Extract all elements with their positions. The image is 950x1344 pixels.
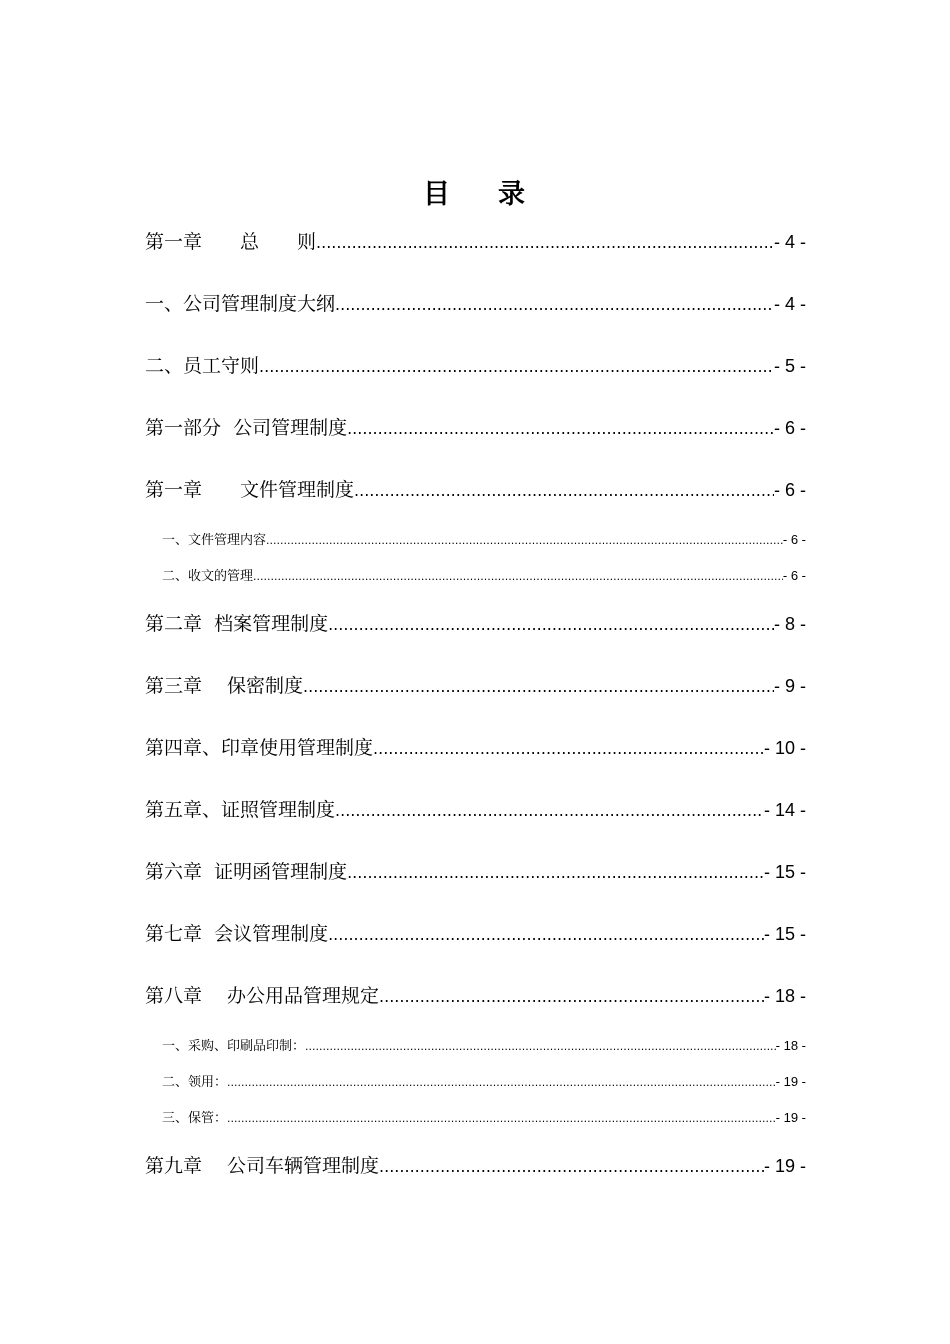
toc-leader xyxy=(328,611,774,639)
toc-title xyxy=(0,172,950,211)
toc-entry-page: - 4 - xyxy=(773,232,806,252)
toc-entry-page: - 10 - xyxy=(763,738,806,758)
toc-entry-page: - 6 - xyxy=(782,532,806,547)
toc-entry[interactable] xyxy=(145,1036,806,1056)
toc-leader xyxy=(328,921,764,949)
toc-entry[interactable] xyxy=(145,414,806,442)
toc-leader xyxy=(227,1109,776,1129)
toc-entry-page: - 6 - xyxy=(773,480,806,500)
toc-leader xyxy=(227,1073,776,1093)
toc-leader xyxy=(379,983,764,1011)
toc-entry-text: 第五章、证照管理制度 xyxy=(145,799,336,821)
toc-entry-text: 二、员工守则 xyxy=(145,355,260,377)
toc-entry-page: - 9 - xyxy=(773,676,806,696)
toc-entry-text: 第二章 档案管理制度 xyxy=(145,613,329,635)
toc-entry[interactable] xyxy=(145,982,806,1010)
toc-leader xyxy=(259,353,774,381)
toc-leader xyxy=(354,477,774,505)
toc-entry-page: - 15 - xyxy=(763,862,806,882)
toc-entry[interactable] xyxy=(145,796,806,824)
toc-entry-text: 一、采购、印刷品印制： xyxy=(162,1039,306,1054)
toc-entry-page: - 4 - xyxy=(773,294,806,314)
toc-entry[interactable] xyxy=(145,530,806,550)
toc-leader xyxy=(305,1037,776,1057)
toc-entry[interactable] xyxy=(145,920,806,948)
toc-entry-text: 第一章 总 则 xyxy=(145,231,317,253)
toc-entry-text: 第一部分 公司管理制度 xyxy=(145,417,348,439)
toc-entry-text: 二、收文的管理 xyxy=(162,569,254,584)
toc-entry[interactable] xyxy=(145,734,806,762)
toc-entry[interactable] xyxy=(145,476,806,504)
toc-entry[interactable] xyxy=(145,610,806,638)
toc-entry-text: 第六章 证明函管理制度 xyxy=(145,861,348,883)
toc-leader xyxy=(347,415,774,443)
toc-entry-text: 一、文件管理内容 xyxy=(162,533,267,548)
toc-leader xyxy=(347,859,764,887)
toc-entry-text: 一、公司管理制度大纲 xyxy=(145,293,336,315)
toc-leader xyxy=(316,229,774,257)
toc-entry-page: - 15 - xyxy=(763,924,806,944)
toc-entry[interactable] xyxy=(145,1108,806,1128)
toc-entry-text: 第三章 保密制度 xyxy=(145,675,304,697)
toc-entry[interactable] xyxy=(145,858,806,886)
toc-entry-page: - 14 - xyxy=(763,800,806,820)
toc-entry-page: - 6 - xyxy=(773,418,806,438)
toc-title-char-2: 录 xyxy=(498,179,527,210)
toc-entry[interactable] xyxy=(145,290,806,318)
toc-entry-page: - 19 - xyxy=(763,1156,806,1176)
toc-entry[interactable] xyxy=(145,566,806,586)
toc-leader xyxy=(335,797,764,825)
toc-leader xyxy=(335,291,774,319)
toc-entry-page: - 18 - xyxy=(775,1038,806,1053)
toc-leader xyxy=(379,1153,764,1181)
toc-entry-text: 第九章 公司车辆管理制度 xyxy=(145,1155,380,1177)
toc-entry[interactable] xyxy=(145,352,806,380)
toc-entry-text: 二、领用： xyxy=(162,1075,228,1090)
toc-leader xyxy=(303,673,774,701)
toc-title-char-1: 目 xyxy=(423,179,452,210)
toc-entry-page: - 18 - xyxy=(763,986,806,1006)
toc-leader xyxy=(253,567,783,587)
toc-entry-text: 第八章 办公用品管理规定 xyxy=(145,985,380,1007)
toc-entry-page: - 19 - xyxy=(775,1110,806,1125)
toc-entry[interactable] xyxy=(145,672,806,700)
toc-entry[interactable] xyxy=(145,228,806,256)
toc-entry[interactable] xyxy=(145,1152,806,1180)
toc-entry-page: - 6 - xyxy=(782,568,806,583)
toc-entry-text: 第一章 文件管理制度 xyxy=(145,479,355,501)
toc-entry-text: 第七章 会议管理制度 xyxy=(145,923,329,945)
toc-entry-page: - 5 - xyxy=(773,356,806,376)
toc-entry-text: 第四章、印章使用管理制度 xyxy=(145,737,374,759)
toc-entry-text: 三、保管： xyxy=(162,1111,228,1126)
toc-leader xyxy=(373,735,764,763)
toc-entry[interactable] xyxy=(145,1072,806,1092)
toc-leader xyxy=(266,531,783,551)
toc-entry-page: - 8 - xyxy=(773,614,806,634)
toc-entry-page: - 19 - xyxy=(775,1074,806,1089)
